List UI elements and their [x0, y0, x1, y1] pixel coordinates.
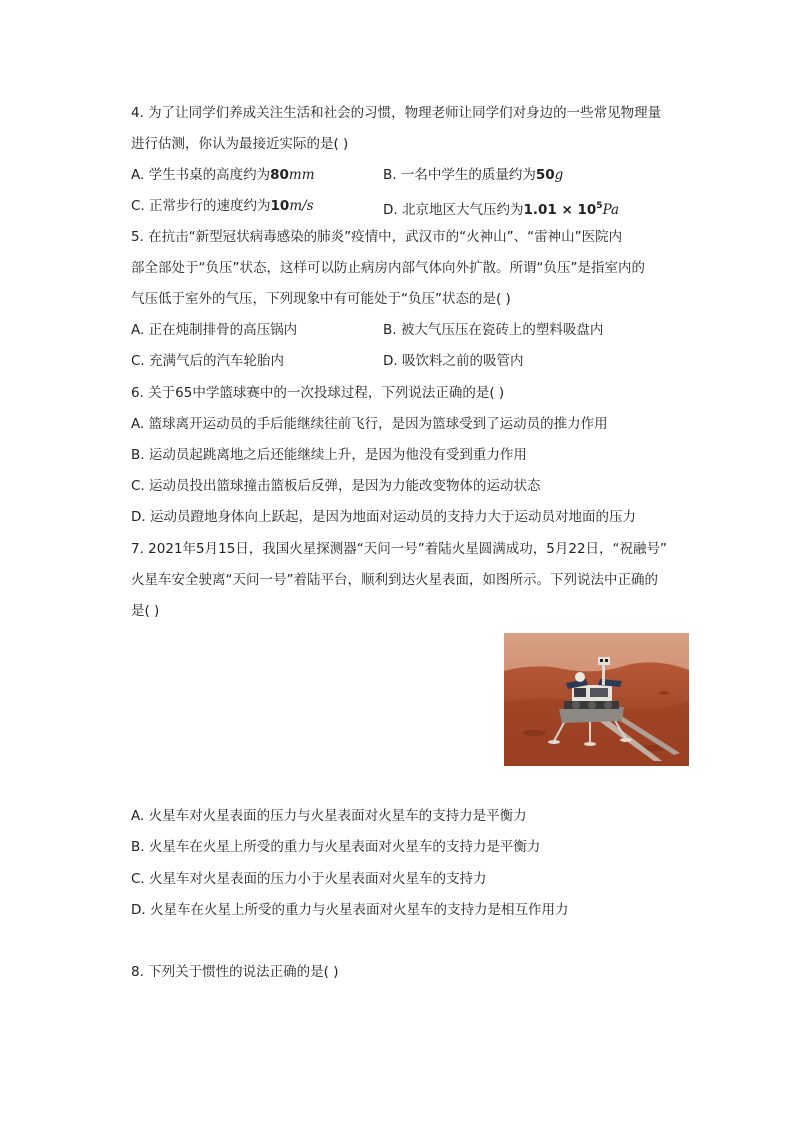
q4-option-c [131, 196, 314, 216]
q4-option-b-value: 50 [535, 167, 555, 183]
q7-stem-line2: 火星车安全驶离“天问一号”着陆平台，顺利到达火星表面，如图所示。下列说法中正确的 [131, 572, 658, 588]
q8-stem: 8. 下列关于惯性的说法正确的是( ) [131, 964, 339, 980]
q7-option-a: A. 火星车对火星表面的压力与火星表面对火星车的支持力是平衡力 [131, 808, 527, 824]
q4-option-b [383, 165, 563, 185]
q7-stem-line3: 是( ) [131, 603, 160, 619]
mars-rover-image [504, 633, 689, 766]
q4-option-a-unit: mm [288, 167, 315, 183]
q4-option-c-text: C. 正常步行的速度约为 [131, 198, 271, 214]
q4-option-c-value: 10 [270, 198, 290, 214]
q7-option-b: B. 火星车在火星上所受的重力与火星表面对火星车的支持力是平衡力 [131, 839, 541, 855]
q7-option-c: C. 火星车对火星表面的压力小于火星表面对火星车的支持力 [131, 871, 487, 887]
q6-option-a: A. 篮球离开运动员的手后能继续往前飞行，是因为篮球受到了运动员的推力作用 [131, 416, 608, 432]
q5-stem-line1: 5. 在抗击“新型冠状病毒感染的肺炎”疫情中，武汉市的“火神山”、“雷神山”医院内 [131, 229, 623, 245]
q5-stem-line2: 部全部处于“负压”状态，这样可以防止病房内部气体向外扩散。所谓“负压”是指室内的 [131, 260, 645, 276]
q6-option-d: D. 运动员蹬地身体向上跃起，是因为地面对运动员的支持力大于运动员对地面的压力 [131, 509, 636, 525]
mars-rover-illustration [504, 633, 689, 766]
q4-option-b-text: B. 一名中学生的质量约为 [383, 167, 536, 183]
q4-option-d-unit: Pa [602, 202, 620, 218]
q6-stem: 6. 关于65中学篮球赛中的一次投球过程，下列说法正确的是( ) [131, 385, 505, 401]
q5-option-a: A. 正在炖制排骨的高压锅内 [131, 322, 298, 338]
q5-option-b: B. 被大气压压在瓷砖上的塑料吸盘内 [383, 322, 604, 338]
q6-option-c: C. 运动员投出篮球撞击篮板后反弹，是因为力能改变物体的运动状态 [131, 478, 541, 494]
q4-option-a-text: A. 学生书桌的高度约为 [131, 167, 271, 183]
q5-option-d: D. 吸饮料之前的吸管内 [383, 353, 524, 369]
q7-stem-line1: 7. 2021年5月15日，我国火星探测器“天问一号”着陆火星圆满成功，5月22日，“祝融号” [131, 541, 668, 557]
q4-option-a [131, 165, 315, 185]
q4-option-d-value: 1.01 × 10 [523, 202, 597, 218]
q6-option-b: B. 运动员起跳离地之后还能继续上升，是因为他没有受到重力作用 [131, 447, 527, 463]
q4-option-c-unit: m/s [289, 198, 314, 214]
q7-option-d: D. 火星车在火星上所受的重力与火星表面对火星车的支持力是相互作用力 [131, 902, 569, 918]
q4-option-d [383, 196, 619, 220]
q5-option-c: C. 充满气后的汽车轮胎内 [131, 353, 285, 369]
q4-option-d-exponent: 5 [596, 201, 603, 211]
q5-stem-line3: 气压低于室外的气压，下列现象中有可能处于“负压”状态的是( ) [131, 291, 511, 307]
q4-option-a-value: 80 [270, 167, 289, 183]
q4-option-b-unit: g [554, 167, 564, 183]
q4-stem-line1: 4. 为了让同学们养成关注生活和社会的习惯，物理老师让同学们对身边的一些常见物理量 [131, 105, 662, 121]
q4-option-d-text: D. 北京地区大气压约为 [383, 202, 524, 218]
q4-stem-line2: 进行估测，你认为最接近实际的是( ) [131, 136, 349, 152]
